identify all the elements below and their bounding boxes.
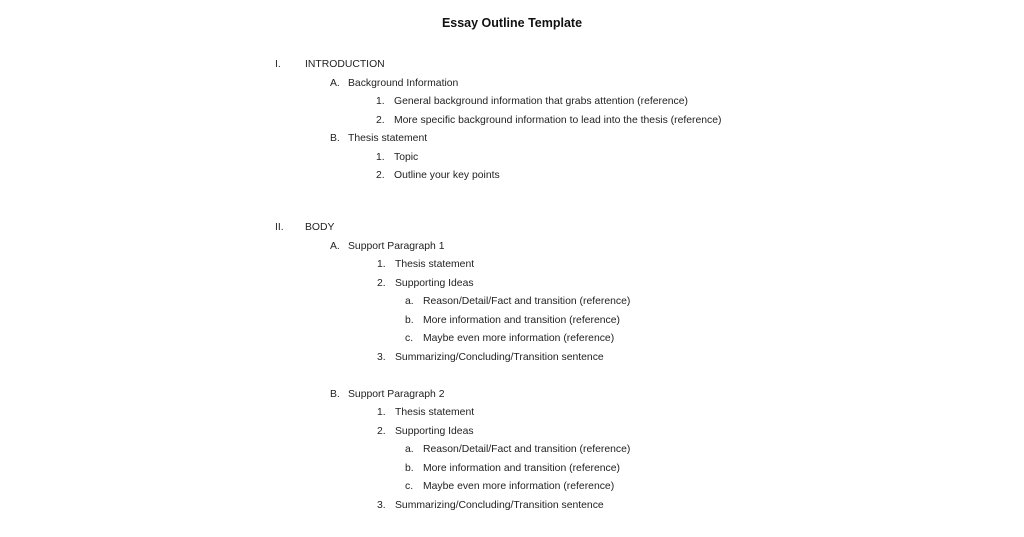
section-heading: INTRODUCTION bbox=[305, 59, 385, 70]
subsection-label: Support Paragraph 2 bbox=[348, 389, 445, 400]
item-number: 3. bbox=[377, 500, 386, 511]
subsection-label: Background Information bbox=[348, 78, 459, 89]
subitem-letter: a. bbox=[405, 296, 414, 307]
subitem-text: Maybe even more information (reference) bbox=[423, 481, 615, 492]
item-number: 2. bbox=[376, 170, 385, 181]
item-number: 1. bbox=[376, 152, 385, 163]
item-number: 2. bbox=[377, 426, 386, 437]
subsection-label: Support Paragraph 1 bbox=[348, 241, 445, 252]
item-text: Thesis statement bbox=[395, 407, 475, 418]
item-text: Supporting Ideas bbox=[395, 426, 474, 437]
subsection-letter: A. bbox=[330, 78, 340, 89]
item-number: 3. bbox=[377, 352, 386, 363]
item-text: Outline your key points bbox=[394, 170, 500, 181]
item-number: 1. bbox=[377, 407, 386, 418]
subsection-label: Thesis statement bbox=[348, 133, 428, 144]
subsection-letter: B. bbox=[330, 133, 340, 144]
item-text: General background information that grabs attention (reference) bbox=[394, 96, 688, 107]
item-number: 1. bbox=[376, 96, 385, 107]
item-text: More specific background information to lead into the thesis (reference) bbox=[394, 115, 722, 126]
document-title: Essay Outline Template bbox=[441, 16, 583, 30]
subitem-letter: a. bbox=[405, 444, 414, 455]
item-text: Thesis statement bbox=[395, 259, 475, 270]
subitem-text: More information and transition (reference) bbox=[423, 463, 620, 474]
subitem-letter: c. bbox=[405, 481, 414, 492]
subsection-letter: B. bbox=[330, 389, 340, 400]
subitem-letter: c. bbox=[405, 333, 414, 344]
item-text: Summarizing/Concluding/Transition sentence bbox=[395, 500, 604, 511]
item-number: 2. bbox=[376, 115, 385, 126]
item-number: 2. bbox=[377, 278, 386, 289]
section-numeral: II. bbox=[275, 222, 284, 233]
section-numeral: I. bbox=[275, 59, 281, 70]
subitem-text: Maybe even more information (reference) bbox=[423, 333, 615, 344]
subitem-letter: b. bbox=[405, 315, 414, 326]
item-number: 1. bbox=[377, 259, 386, 270]
item-text: Supporting Ideas bbox=[395, 278, 474, 289]
item-text: Topic bbox=[394, 152, 419, 163]
subitem-text: Reason/Detail/Fact and transition (reference) bbox=[423, 296, 631, 307]
subitem-text: Reason/Detail/Fact and transition (reference) bbox=[423, 444, 631, 455]
subsection-letter: A. bbox=[330, 241, 340, 252]
section-heading: BODY bbox=[305, 222, 335, 233]
subitem-text: More information and transition (reference) bbox=[423, 315, 620, 326]
subitem-letter: b. bbox=[405, 463, 414, 474]
item-text: Summarizing/Concluding/Transition sentence bbox=[395, 352, 604, 363]
